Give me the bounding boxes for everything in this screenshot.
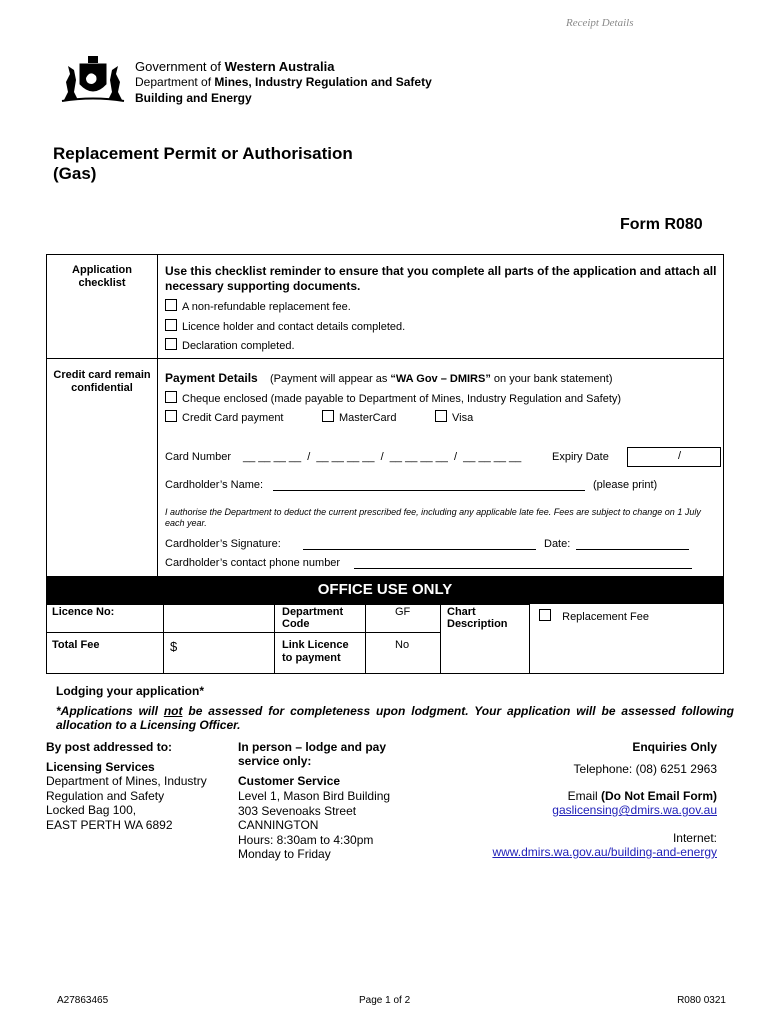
receipt-details-label: Receipt Details [566,17,634,29]
gf-value: GF [395,606,411,618]
cheque-option: Cheque enclosed (made payable to Department of Mines, Industry Regulation and Safety) [165,391,621,405]
post-heading: By post addressed to: [46,740,173,754]
form-code: R080 0321 [677,995,726,1006]
chart-description-label: Chart Description [447,606,508,630]
signature-label: Cardholder’s Signature: [165,538,281,550]
mastercard-option: MasterCard [322,410,396,424]
side-column-divider [157,254,158,576]
cardholder-name-label: Cardholder’s Name: [165,479,264,491]
card-number-field[interactable]: __ __ __ __ / __ __ __ __ / __ __ __ __ / __ __ __ __ [243,451,522,463]
lodging-note: *Applications will not be assessed for completeness upon lodgment. Your application will be assessed following allocation to a Licensing Officer. [56,704,734,732]
please-print-note: (please print) [593,479,658,491]
signature-field[interactable] [303,549,536,550]
checkbox[interactable] [165,391,177,403]
enquiries-heading: Enquiries Only [632,740,717,754]
checklist-intro: Use this checklist reminder to ensure that you complete all parts of the application and attach all necessary supporting documents. [165,264,717,293]
checklist-item: Declaration completed. [165,338,295,352]
licence-no-label: Licence No: [52,606,115,618]
website-link[interactable]: www.dmirs.wa.gov.au/building-and-energy [492,845,717,859]
checklist-side-label: Application checklist [72,264,132,289]
in-person-heading: In person – lodge and pay service only: [238,740,387,768]
telephone: Telephone: (08) 6251 2963 [573,762,717,776]
dollar-sign: $ [170,639,178,654]
office-use-heading: OFFICE USE ONLY [46,576,724,604]
lodging-heading: Lodging your application* [56,684,204,698]
gov-heading: Government of Western Australia [135,59,335,74]
checkbox[interactable] [435,410,447,422]
section-divider [46,358,724,359]
checkbox[interactable] [165,319,177,331]
card-number-label: Card Number [165,451,232,463]
cardholder-name-field[interactable] [273,490,585,491]
replacement-fee-option: Replacement Fee [539,609,649,623]
credit-card-option: Credit Card payment [165,410,284,424]
checkbox[interactable] [165,338,177,350]
email-link[interactable]: gaslicensing@dmirs.wa.gov.au [552,803,717,817]
checklist-item: Licence holder and contact details completed. [165,319,405,333]
link-licence-label: Link Licence to payment [282,639,349,664]
checkbox[interactable] [165,299,177,311]
checklist-item: A non-refundable replacement fee. [165,299,351,313]
post-unit: Licensing Services [46,760,155,774]
wa-government-crest-logo [58,52,128,104]
office-bottom [530,673,724,674]
post-address: Department of Mines, Industry Regulation and Safety Locked Bag 100, EAST PERTH WA 6892 [46,774,207,832]
office-row-divider [46,632,441,633]
document-id: A27863465 [57,995,109,1006]
section-divider [46,254,724,255]
page-number: Page 1 of 2 [359,995,411,1006]
total-fee-label: Total Fee [52,639,100,651]
checkbox[interactable] [165,410,177,422]
office-col-divider [440,604,441,674]
frame-left [46,254,47,576]
expiry-slash: / [678,450,682,462]
office-col-divider [163,604,164,674]
visa-option: Visa [435,410,473,424]
contact-phone-field[interactable] [354,568,692,569]
payment-side-label: Credit card remain confidential [53,369,151,394]
date-label: Date: [544,538,571,550]
no-value: No [395,639,410,651]
office-col-divider [274,604,275,674]
authorisation-text: I authorise the Department to deduct the current prescribed fee, including any applicable late fee. Fees are subject to change on 1 July each year. [165,507,701,528]
checkbox[interactable] [539,609,551,621]
expiry-label: Expiry Date [552,451,609,463]
department-code-label: Department Code [282,606,344,630]
frame-right [723,604,724,674]
form-number: Form R080 [620,216,703,233]
expiry-field[interactable] [627,447,721,467]
person-address: Level 1, Mason Bird Building 303 Sevenoaks Street CANNINGTON Hours: 8:30am to 4:30pm Monday to Friday [238,789,391,861]
date-field[interactable] [576,549,689,550]
email-label: Email (Do Not Email Form) [567,789,717,803]
division-heading: Building and Energy [135,91,252,105]
office-col-divider [365,604,366,674]
frame-right [723,254,724,576]
payment-heading: Payment Details (Payment will appear as “WA Gov – DMIRS” on your bank statement) [165,371,613,385]
page-title: Replacement Permit or Authorisation (Gas) [53,144,353,183]
checkbox[interactable] [322,410,334,422]
dept-heading: Department of Mines, Industry Regulation and Safety [135,75,432,89]
internet-label: Internet: [672,831,717,845]
person-unit: Customer Service [238,774,341,788]
contact-phone-label: Cardholder’s contact phone number [165,557,341,569]
